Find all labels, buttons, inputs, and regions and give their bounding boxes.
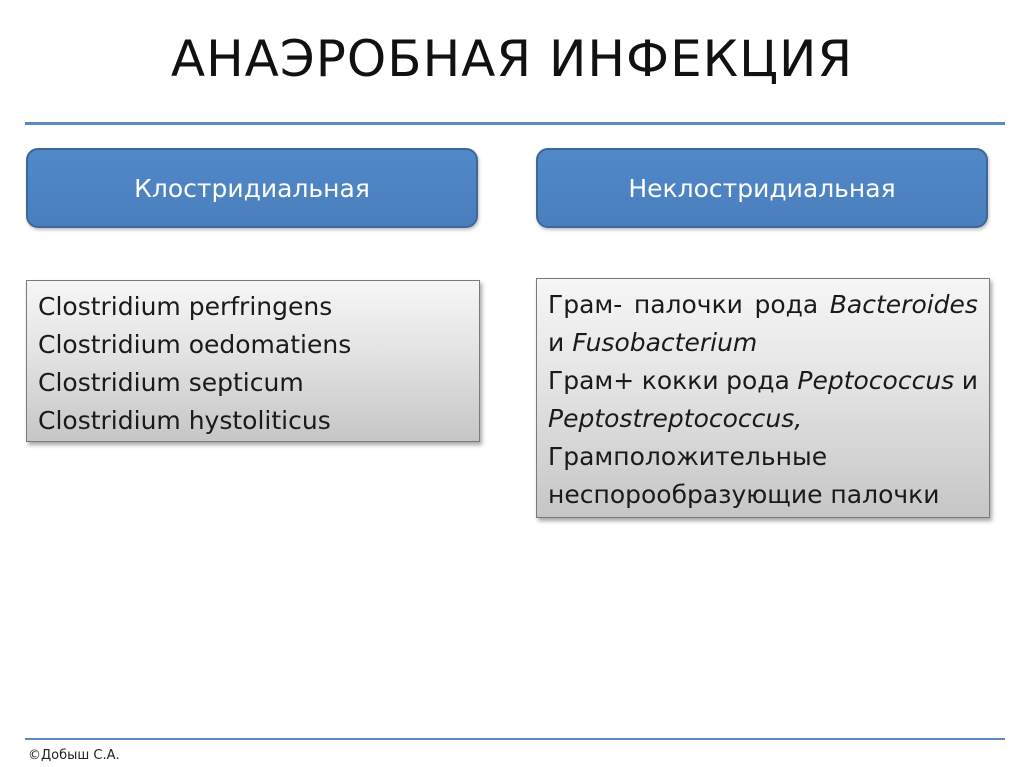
word: Грам+ xyxy=(548,366,635,395)
word: палочки xyxy=(633,290,743,319)
description-line-6: неспорообразующие палочки xyxy=(548,480,940,509)
nonclostridial-header xyxy=(536,148,988,228)
genus-name: Peptostreptococcus, xyxy=(548,404,803,433)
description-line-2 xyxy=(548,324,978,362)
description-line-5: Грамположительные xyxy=(548,442,828,471)
nonclostridial-description xyxy=(536,278,990,518)
list-item: Clostridium perfringens xyxy=(38,292,333,321)
footer-divider xyxy=(25,738,1005,740)
genus-name: Fusobacterium xyxy=(572,328,758,357)
list-item: Clostridium septicum xyxy=(38,368,304,397)
footer-copyright: ©Добыш С.А. xyxy=(28,748,120,763)
clostridial-header-label: Клостридиальная xyxy=(134,173,370,203)
slide-title: АНАЭРОБНАЯ ИНФЕКЦИЯ xyxy=(170,30,854,88)
description-line-3 xyxy=(548,362,978,400)
word: и xyxy=(961,366,978,395)
word: рода xyxy=(754,290,819,319)
list-item: Clostridium hystoliticus xyxy=(38,406,331,435)
description-line-4 xyxy=(548,400,978,438)
word: Грам- xyxy=(548,290,623,319)
list-item: Clostridium oedomatiens xyxy=(38,330,352,359)
nonclostridial-header-label: Неклостридиальная xyxy=(628,173,896,203)
title-divider xyxy=(25,122,1005,125)
word: кокки xyxy=(641,366,719,395)
clostridial-header xyxy=(26,148,478,228)
genus-name: Peptococcus xyxy=(797,366,955,395)
genus-name: Bacteroides xyxy=(829,290,978,319)
word: рода xyxy=(726,366,790,395)
clostridial-list xyxy=(26,280,480,442)
description-line-1 xyxy=(548,286,978,324)
word: и xyxy=(548,328,565,357)
